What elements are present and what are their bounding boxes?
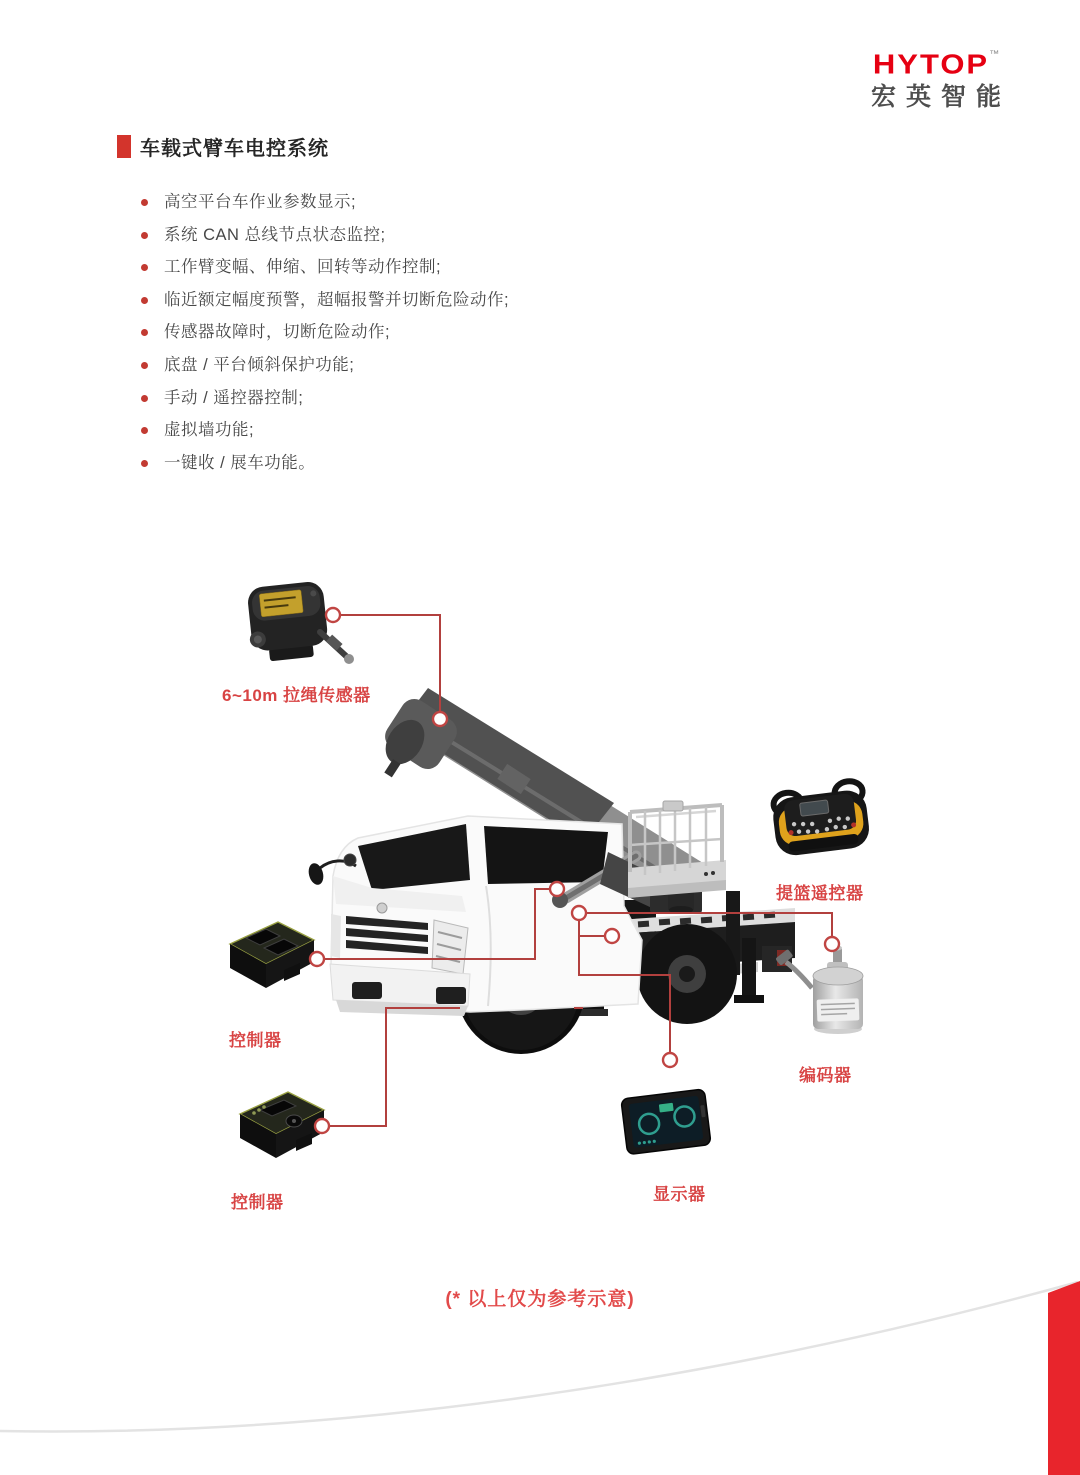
connector-node (825, 937, 839, 951)
feature-item: 底盘 / 平台倾斜保护功能; (140, 349, 509, 382)
feature-item: 高空平台车作业参数显示; (140, 186, 509, 219)
rope-sensor-label: 6~10m 拉绳传感器 (222, 686, 371, 705)
connector-node (663, 1053, 677, 1067)
basket-remote-label: 提篮遥控器 (776, 884, 864, 903)
controller-bottom-label: 控制器 (231, 1193, 284, 1212)
display-image (621, 1089, 711, 1155)
truck-image (306, 688, 795, 1054)
brand-name-chinese: 宏英智能 (870, 83, 1011, 111)
connector-node (550, 882, 564, 896)
feature-item: 手动 / 遥控器控制; (140, 382, 509, 415)
controller-top-label: 控制器 (229, 1031, 282, 1050)
encoder-image (775, 946, 863, 1035)
footer-note: (* 以上仅为参考示意) (445, 1289, 635, 1310)
feature-item: 一键收 / 展车功能。 (140, 447, 509, 480)
basket-remote-image (770, 779, 871, 857)
feature-item: 工作臂变幅、伸缩、回转等动作控制; (140, 251, 509, 284)
connector-line (329, 1008, 460, 1126)
connector-node (572, 906, 586, 920)
encoder-label: 编码器 (799, 1066, 852, 1085)
connector-node (315, 1119, 329, 1133)
connector-node (433, 712, 447, 726)
connector-node (326, 608, 340, 622)
controller-top-image (230, 922, 314, 988)
controller-bottom-image (240, 1092, 324, 1158)
connector-node (310, 952, 324, 966)
feature-item: 系统 CAN 总线节点状态监控; (140, 219, 509, 252)
feature-item: 传感器故障时，切断危险动作; (140, 316, 509, 349)
trademark-symbol: ™ (989, 49, 1000, 59)
rope-sensor-image (244, 580, 354, 664)
feature-item: 虚拟墙功能; (140, 414, 509, 447)
feature-item: 临近额定幅度预警，超幅报警并切断危险动作; (140, 284, 509, 317)
cab-image (306, 816, 642, 1016)
brand-name: HYTOP (872, 48, 990, 80)
page-title: 车载式臂车电控系统 (140, 138, 329, 160)
display-label: 显示器 (653, 1185, 706, 1204)
connector-node (605, 929, 619, 943)
